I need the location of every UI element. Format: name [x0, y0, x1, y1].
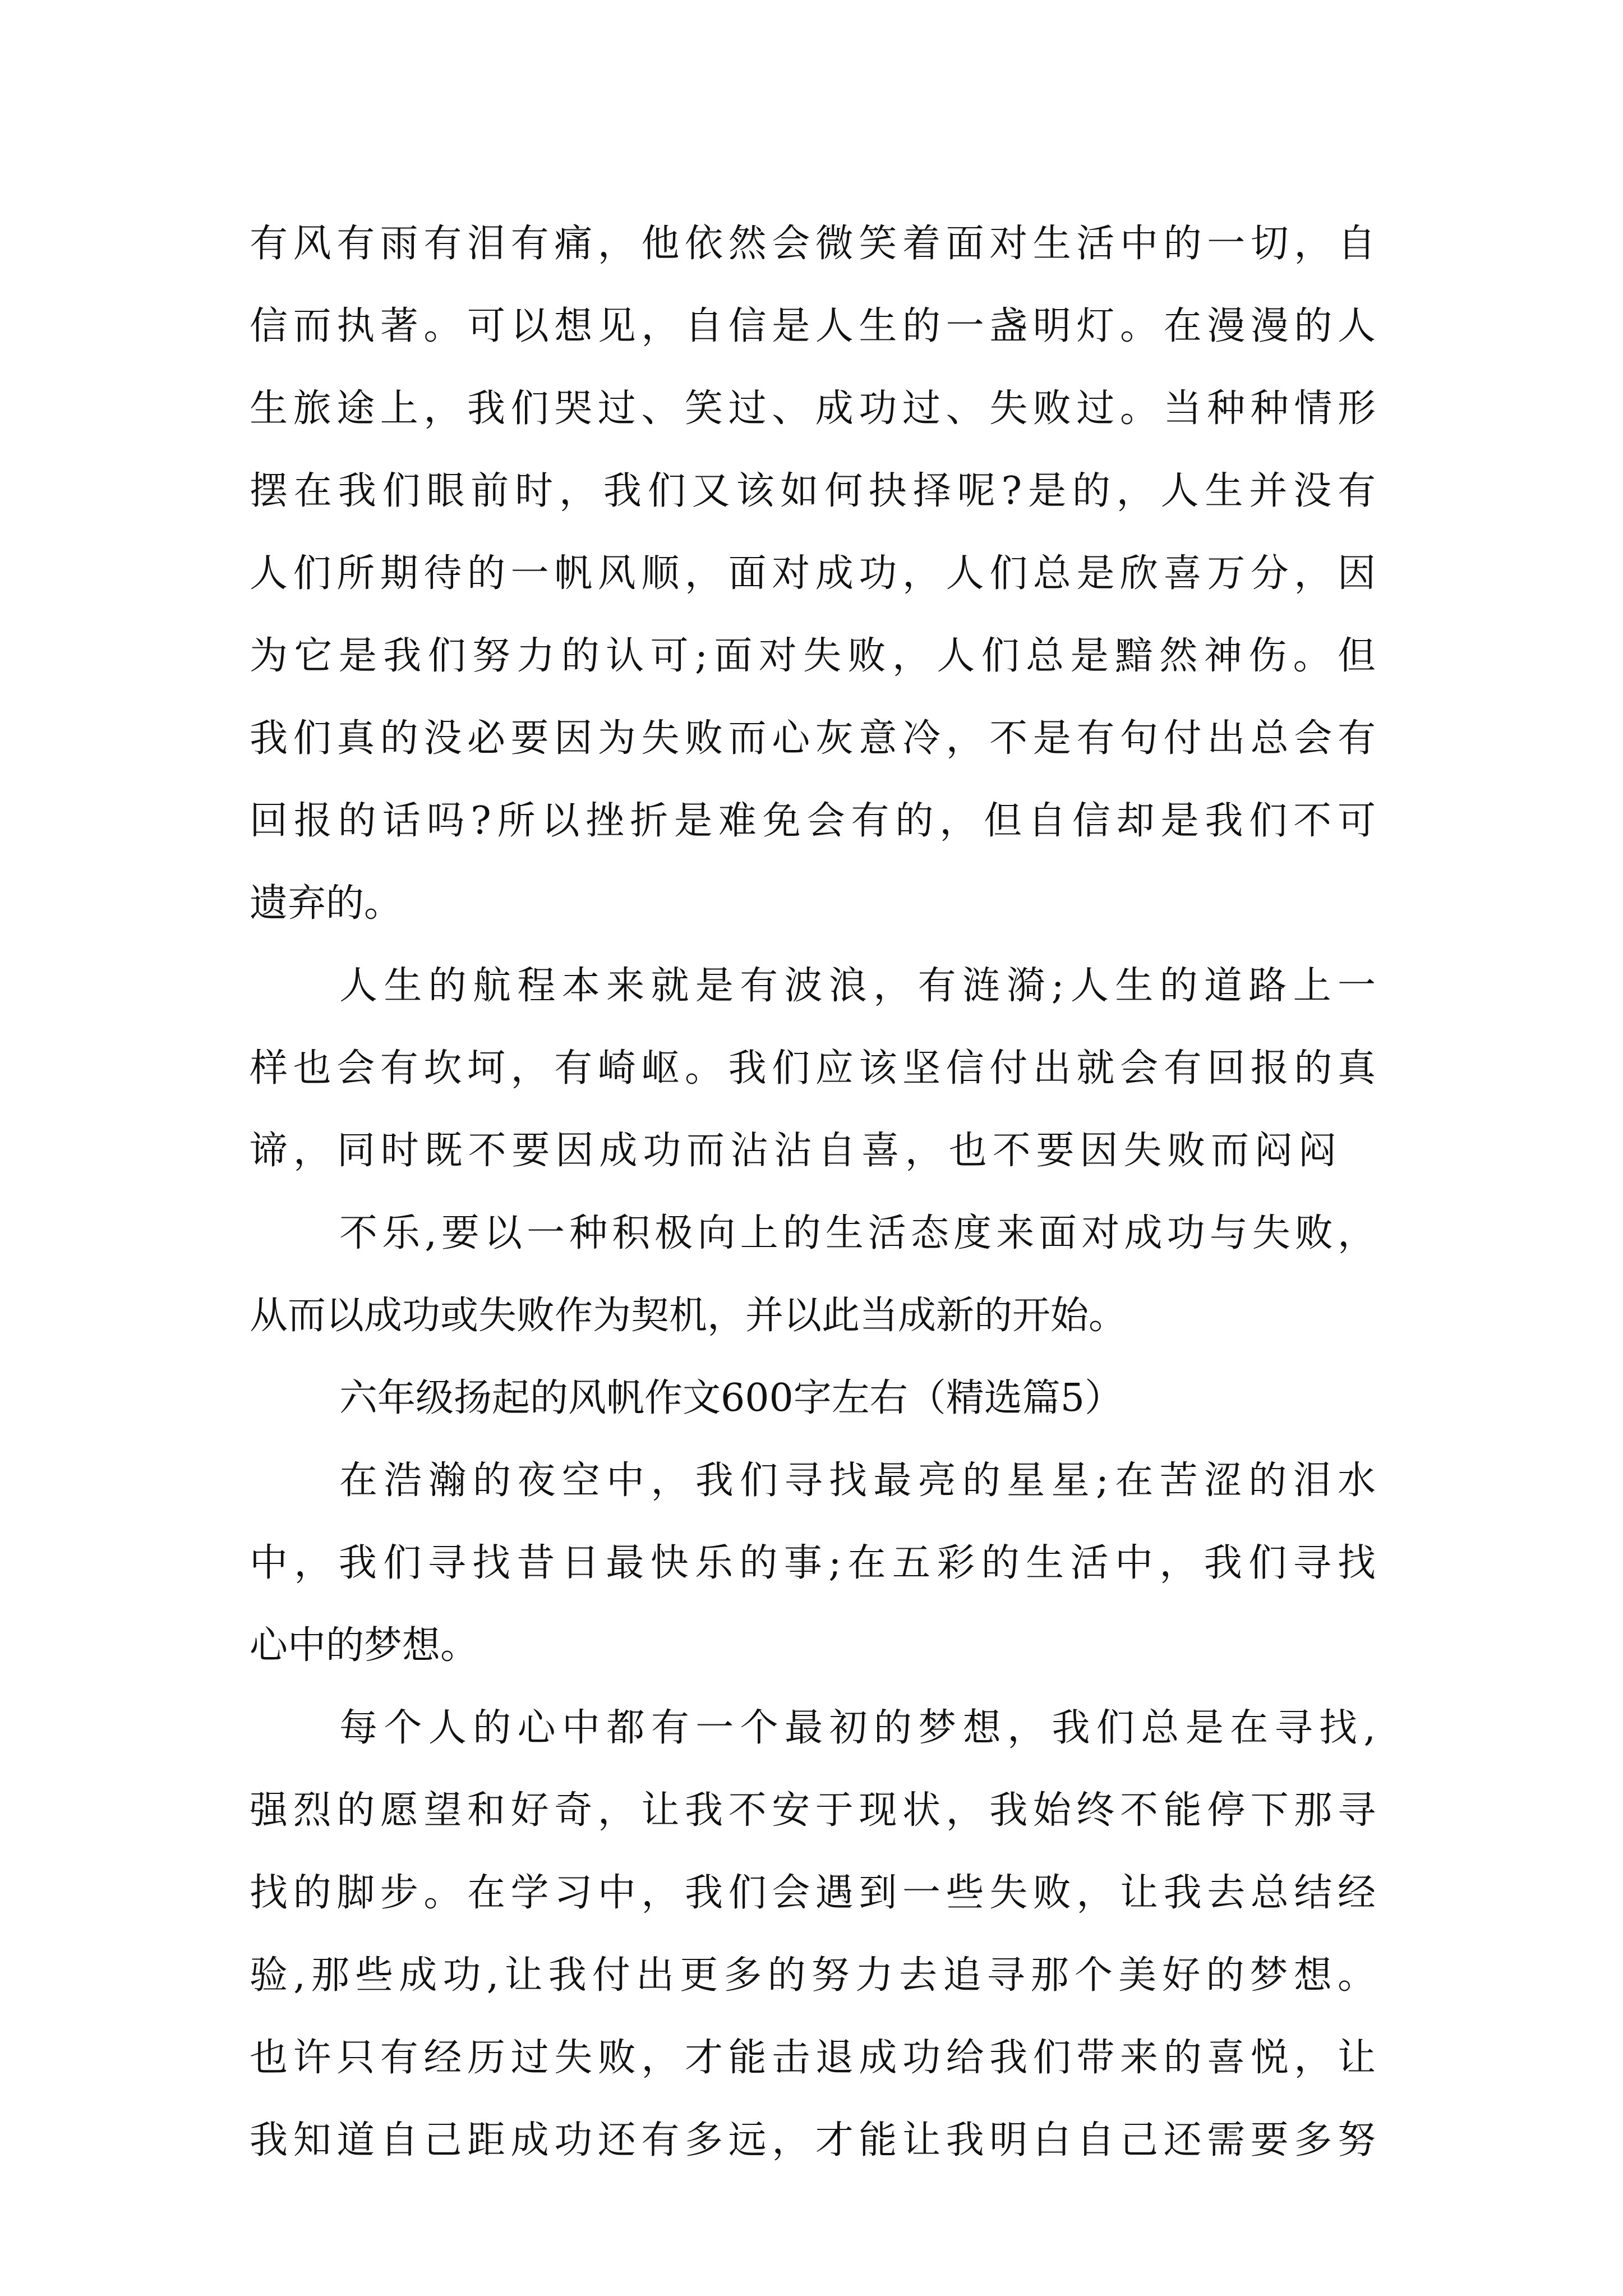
text-line: 摆在我们眼前时，我们又该如何抉择呢?是的，人生并没有 — [250, 469, 1376, 513]
section-heading: 六年级扬起的风帆作文600字左右（精选篇5） — [339, 1376, 1123, 1420]
text-line: 每个人的心中都有一个最初的梦想，我们总是在寻找, — [339, 1706, 1376, 1750]
text-line: 找的脚步。在学习中，我们会遇到一些失败，让我去总结经 — [250, 1871, 1376, 1915]
text-line: 我们真的没必要因为失败而心灰意冷，不是有句付出总会有 — [250, 716, 1376, 761]
text-line: 谛，同时既不要因成功而沾沾自喜，也不要因失败而闷闷 — [250, 1129, 1336, 1173]
text-line: 信而执著。可以想见，自信是人生的一盏明灯。在漫漫的人 — [250, 304, 1376, 348]
text-line: 在浩瀚的夜空中，我们寻找最亮的星星;在苦涩的泪水 — [339, 1458, 1376, 1503]
text-line: 样也会有坎坷，有崎岖。我们应该坚信付出就会有回报的真 — [250, 1046, 1376, 1091]
text-line: 生旅途上，我们哭过、笑过、成功过、失败过。当种种情形 — [250, 386, 1376, 431]
text-line: 强烈的愿望和好奇，让我不安于现状，我始终不能停下那寻 — [250, 1788, 1376, 1833]
text-line: 回报的话吗?所以挫折是难免会有的，但自信却是我们不可 — [250, 799, 1376, 843]
text-line: 为它是我们努力的认可;面对失败，人们总是黯然神伤。但 — [250, 634, 1376, 678]
text-line: 人生的航程本来就是有波浪，有涟漪;人生的道路上一 — [339, 964, 1376, 1008]
text-line: 人们所期待的一帆风顺，面对成功，人们总是欣喜万分，因 — [250, 551, 1376, 596]
text-line: 中，我们寻找昔日最快乐的事;在五彩的生活中，我们寻找 — [250, 1541, 1376, 1585]
text-line: 我知道自己距成功还有多远，才能让我明白自己还需要多努 — [250, 2118, 1376, 2162]
text-line: 也许只有经历过失败，才能击退成功给我们带来的喜悦，让 — [250, 2036, 1376, 2080]
text-line: 有风有雨有泪有痛，他依然会微笑着面对生活中的一切，自 — [250, 222, 1376, 266]
text-line: 心中的梦想。 — [250, 1623, 479, 1668]
text-line: 从而以成功或失败作为契机，并以此当成新的开始。 — [250, 1294, 1127, 1338]
text-line: 不乐,要以一种积极向上的生活态度来面对成功与失败， — [339, 1211, 1376, 1255]
text-line: 验,那些成功,让我付出更多的努力去追寻那个美好的梦想。 — [250, 1953, 1376, 1998]
text-line: 遗弃的。 — [250, 881, 403, 926]
